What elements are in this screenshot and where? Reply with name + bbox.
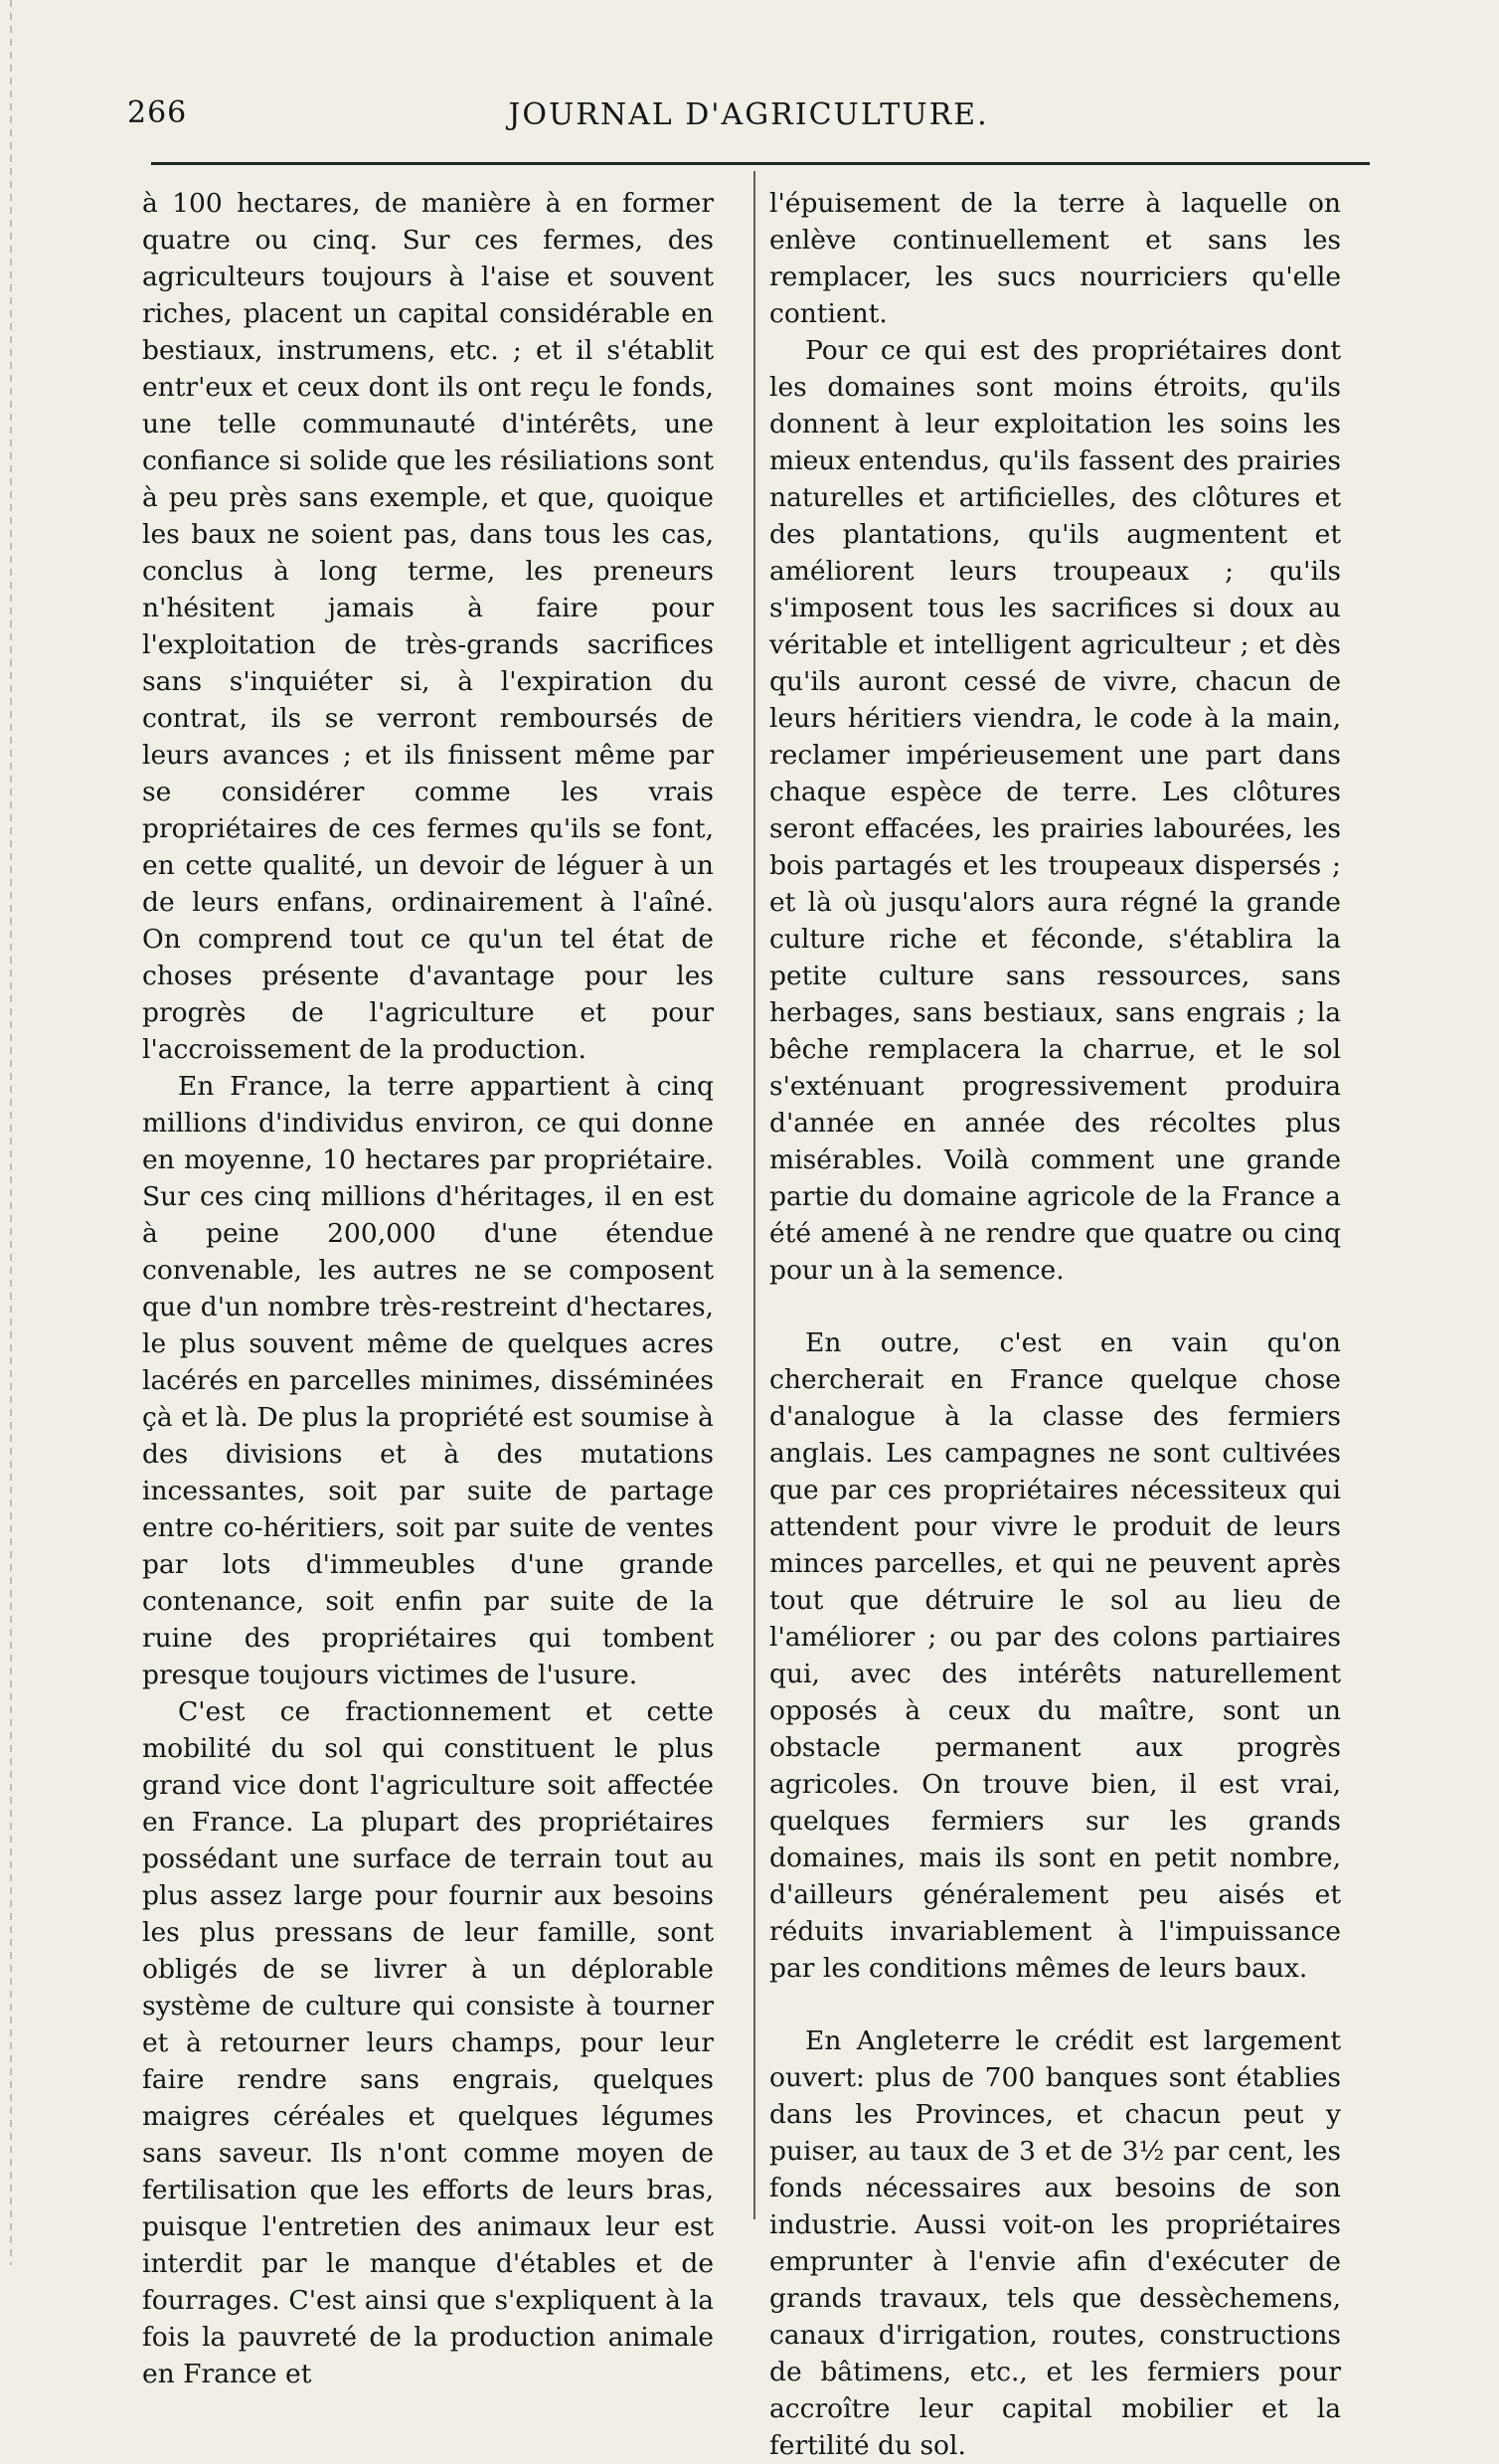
header-rule (151, 162, 1370, 165)
binding-edge (10, 0, 12, 2265)
running-head (127, 95, 1370, 139)
left-paragraph-2: En France, la terre appartient à cinq millions d'individus environ, ce qui donne en moyenne, 10 hectares par propriétaire. Sur ces cinq millions d'héritages, il en est à peine 200,000 d'une étendue convenable, les autres ne se composent que d'un nombre très-restreint d'hectares, le plus souvent même de quelques acres lacérés en parcelles minimes, disséminées çà et là. De plus la propriété est soumise à des divisions et à des mutations incessantes, soit par suite de partage entre co-héritiers, soit par suite de ventes par lots d'immeubles d'une grande contenance, soit enfin par suite de la ruine des propriétaires qui tombent presque toujours victimes de l'usure. (142, 1071, 714, 1690)
column-divider (753, 171, 755, 2219)
left-paragraph-1: à 100 hectares, de manière à en former quatre ou cinq. Sur ces fermes, des agriculteurs toujours à l'aise et souvent riches, placent un capital considérable en bestiaux, instrumens, etc. ; et il s'établit entr'eux et ceux dont ils ont reçu le fonds, une telle communauté d'intérêts, une confiance si solide que les résiliations sont à peu près sans exemple, et que, quoique les baux ne soient pas, dans tous les cas, conclus à long terme, les preneurs n'hésitent jamais à faire pour l'exploitation de très-grands sacrifices sans s'inquiéter si, à l'expiration du contrat, ils se verront remboursés de leurs avances ; et ils finissent même par se considérer comme les vrais propriétaires de ces fermes qu'ils se font, en cette qualité, un devoir de léguer à un de leurs enfans, ordinairement à l'aîné. On comprend tout ce qu'un tel état de choses présente d'avantage pour les progrès de l'agriculture et pour l'accroissement de la production. (142, 188, 714, 1065)
right-paragraph-3: En outre, c'est en vain qu'on chercherait en France quelque chose d'analogue à la classe des fermiers anglais. Les campagnes ne sont cultivées que par ces propriétaires nécessiteux qui attendent pour vivre le produit de leurs minces parcelles, et qui ne peuvent après tout que détruire le sol au lieu de l'améliorer ; ou par des colons partiaires qui, avec des intérêts naturellement opposés à ceux du maître, sont un obstacle permanent aux progrès agricoles. On trouve bien, il est vrai, quelques fermiers sur les grands domaines, mais ils sont en petit nombre, d'ailleurs généralement peu aisés et réduits invariablement à l'impuissance par les conditions mêmes de leurs baux. (769, 1327, 1341, 1984)
right-paragraph-2: Pour ce qui est des propriétaires dont les domaines sont moins étroits, qu'ils donnent à leur exploitation les soins les mieux entendus, qu'ils fassent des prairies naturelles et artificielles, des clôtures et des plantations, qu'ils augmentent et améliorent leurs troupeaux ; qu'ils s'imposent tous les sacrifices si doux au véritable et intelligent agriculteur ; et dès qu'ils auront cessé de vivre, chacun de leurs héritiers viendra, le code à la main, reclamer impérieusement une part dans chaque espèce de terre. Les clôtures seront effacées, les prairies labourées, les bois partagés et les troupeaux dispersés ; et là où jusqu'alors aura régné la grande culture riche et féconde, s'établira la petite culture sans ressources, sans herbages, sans bestiaux, sans engrais ; la bêche remplacera la charrue, et le sol s'exténuant progressivement produira d'année en année des récoltes plus misérables. Voilà comment une grande partie du domaine agricole de la France a été amené à ne rendre que quatre ou cinq pour un à la semence. (769, 335, 1341, 1286)
right-paragraph-4: En Angleterre le crédit est largement ouvert: plus de 700 banques sont établies dans les Provinces, et chacun peut y puiser, au taux de 3 et de 3½ par cent, les fonds nécessaires aux besoins de son industrie. Aussi voit-on les propriétaires emprunter à l'envie afin d'exécuter de grands travaux, tels que dessèchemens, canaux d'irrigation, routes, constructions de bâtimens, etc., et les fermiers pour accroître leur capital mobilier et la fertilité du sol. (769, 2025, 1341, 2461)
left-paragraph-3: C'est ce fractionnement et cette mobilité du sol qui constituent le plus grand vice dont l'agriculture soit affectée en France. La plupart des propriétaires possédant une surface de terrain tout au plus assez large pour fournir aux besoins les plus pressans de leur famille, sont obligés de se livrer à un déplorable système de culture qui consiste à tourner et à retourner leurs champs, pour leur faire rendre sans engrais, quelques maigres céréales et quelques légumes sans saveur. Ils n'ont comme moyen de fertilisation que les efforts de leurs bras, puisque l'entretien des animaux leur est interdit par le manque d'étables et de fourrages. C'est ainsi que s'expliquent à la fois la pauvreté de la production animale en France et (142, 1696, 714, 2389)
journal-title: JOURNAL D'AGRICULTURE. (508, 97, 989, 132)
right-paragraph-1: l'épuisement de la terre à laquelle on enlève continuellement et sans les remplacer, les sucs nourriciers qu'elle contient. (769, 188, 1341, 329)
page-number: 266 (127, 95, 188, 130)
left-column (142, 185, 714, 2392)
right-column (769, 185, 1341, 2464)
